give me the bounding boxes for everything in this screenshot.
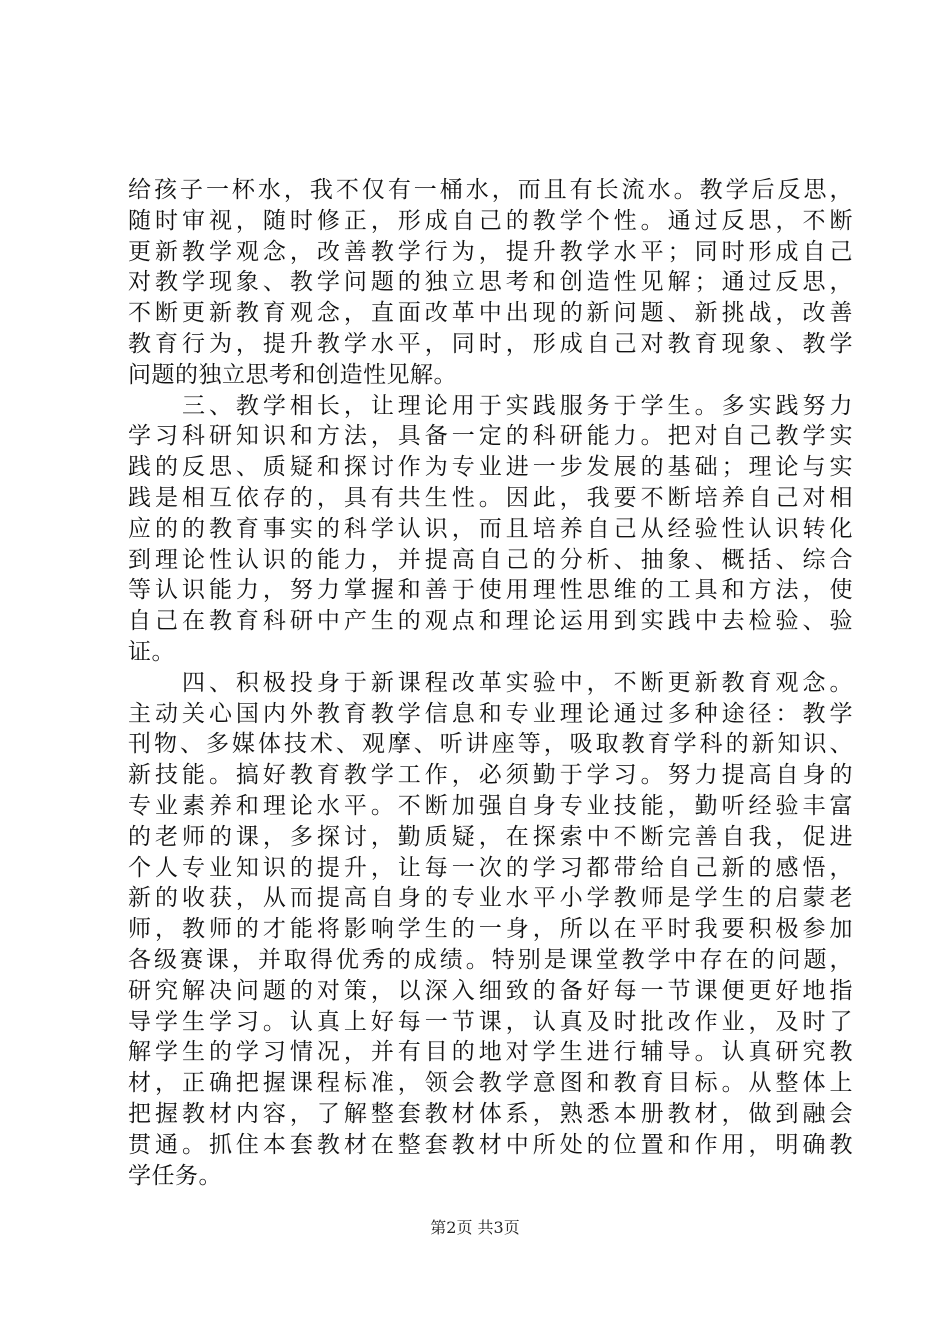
text-line: 师，教师的才能将影响学生的一身，所以在平时我要积极参加 [128,916,853,943]
text-line: 学习科研知识和方法，具备一定的科研能力。把对自己教学实 [128,423,853,450]
text-line: 研究解决问题的对策，以深入细致的备好每一节课便更好地指 [128,977,853,1004]
text-line: 材，正确把握课程标准，领会教学意图和教育目标。从整体上 [128,1070,853,1097]
document-body [128,175,853,1191]
paragraph-2 [128,391,853,668]
text-line: 贯通。抓住本套教材在整套教材中所处的位置和作用，明确教 [128,1131,853,1158]
text-line: 更新教学观念，改善教学行为，提升教学水平；同时形成自己 [128,238,853,265]
text-line: 把握教材内容，了解整套教材体系，熟悉本册教材，做到融会 [128,1100,853,1127]
text-line: 刊物、多媒体技术、观摩、听讲座等，吸取教育学科的新知识、 [128,731,853,758]
text-line: 三、教学相长，让理论用于实践服务于学生。多实践努力 [128,392,853,419]
paragraph-1 [128,175,853,391]
text-line: 导学生学习。认真上好每一节课，认真及时批改作业，及时了 [128,1008,853,1035]
text-line: 新技能。搞好教育教学工作，必须勤于学习。努力提高自身的 [128,762,853,789]
text-line: 随时审视，随时修正，形成自己的教学个性。通过反思，不断 [128,207,853,234]
text-line: 践是相互依存的，具有共生性。因此，我要不断培养自己对相 [128,484,853,511]
text-line: 新的收获，从而提高自身的专业水平小学教师是学生的启蒙老 [128,885,853,912]
text-line: 解学生的学习情况，并有目的地对学生进行辅导。认真研究教 [128,1039,853,1066]
text-line: 学任务。 [128,1162,222,1189]
text-line: 的老师的课，多探讨，勤质疑，在探索中不断完善自我，促进 [128,823,853,850]
text-line: 主动关心国内外教育教学信息和专业理论通过多种途径：教学 [128,700,853,727]
text-line: 自己在教育科研中产生的观点和理论运用到实践中去检验、验 [128,608,853,635]
text-line: 践的反思、质疑和探讨作为专业进一步发展的基础；理论与实 [128,454,853,481]
text-line: 应的的教育事实的科学认识，而且培养自己从经验性认识转化 [128,515,853,542]
text-line: 等认识能力，努力掌握和善于使用理性思维的工具和方法，使 [128,577,853,604]
text-line: 不断更新教育观念，直面改革中出现的新问题、新挑战，改善 [128,300,853,327]
text-line: 各级赛课，并取得优秀的成绩。特别是课堂教学中存在的问题， [128,946,853,973]
paragraph-3 [128,668,853,1192]
text-line: 给孩子一杯水，我不仅有一桶水，而且有长流水。教学后反思， [128,177,853,203]
text-line: 教育行为，提升教学水平，同时，形成自己对教育现象、教学 [128,330,853,357]
text-line: 到理论性认识的能力，并提高自己的分析、抽象、概括、综合 [128,546,853,573]
text-line: 专业素养和理论水平。不断加强自身专业技能，勤听经验丰富 [128,792,853,819]
text-line: 个人专业知识的提升，让每一次的学习都带给自己新的感悟， [128,854,853,881]
text-line: 问题的独立思考和创造性见解。 [128,361,457,388]
text-line: 四、积极投身于新课程改革实验中，不断更新教育观念。 [128,669,853,696]
page-footer: 第2页 共3页 [430,1218,520,1237]
text-line: 对教学现象、教学问题的独立思考和创造性见解；通过反思， [128,269,853,296]
text-line: 证。 [128,638,175,665]
